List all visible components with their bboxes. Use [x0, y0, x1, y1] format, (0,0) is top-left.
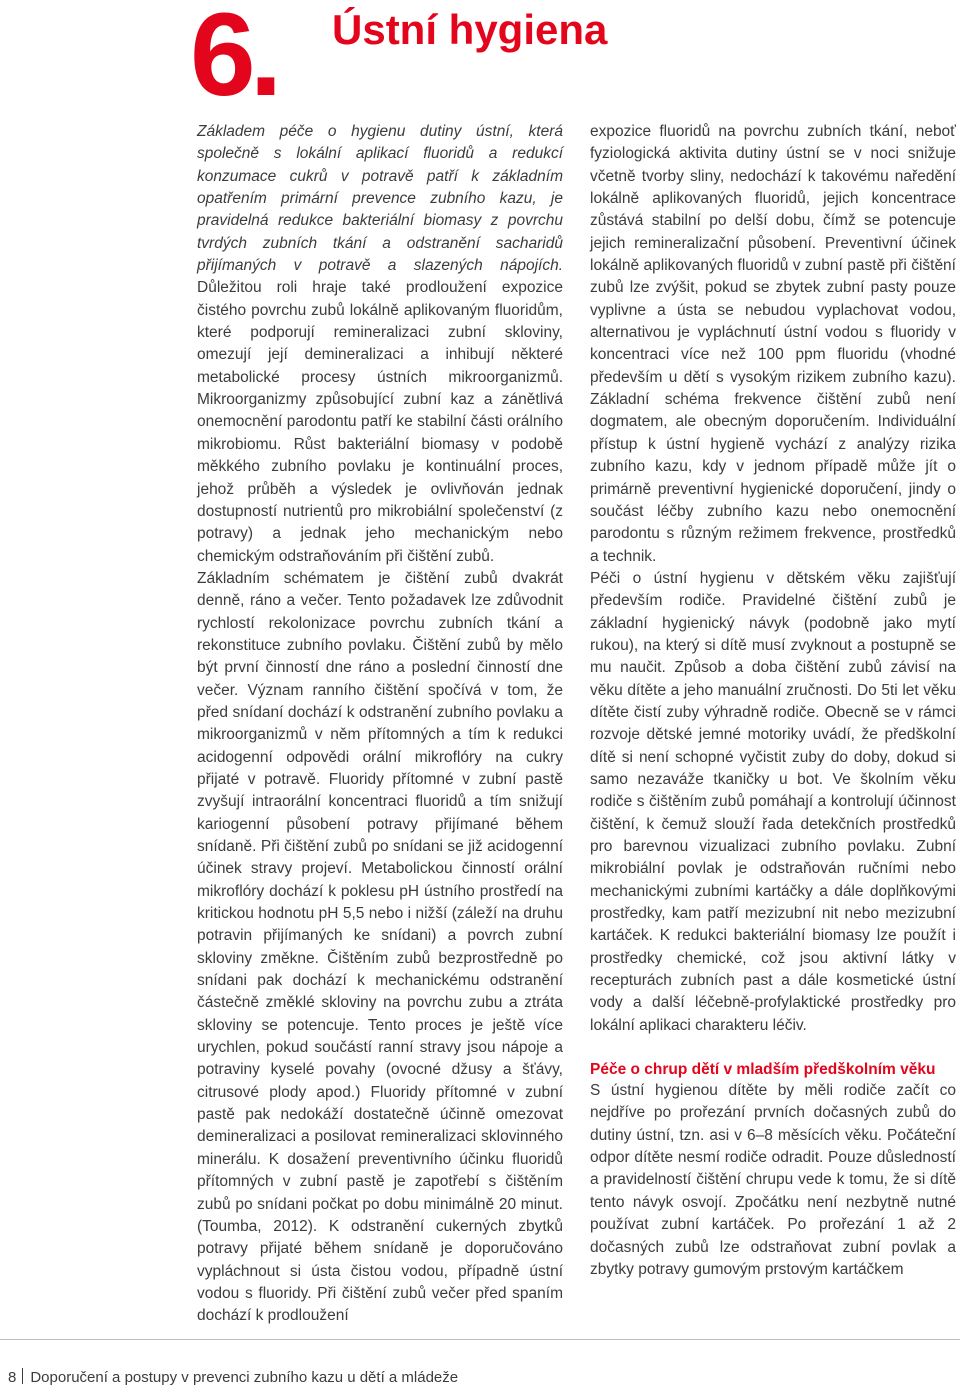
footer-divider: [0, 1339, 960, 1340]
page-footer: [8, 1368, 458, 1388]
intro-text: Základem péče o hygienu dutiny ústní, která společně s lokální aplikací fluoridů a redukcí konzumace cukrů v potravě patří k základním opatřením primární prevence zubního kazu, je pravidelná redukce bakteriální biomasy z povrchu tvrdých zubních tkání a odstranění sacharidů přijímaných v potravě a slazených nápojích.: [197, 123, 563, 275]
page-number: 8: [8, 1369, 17, 1386]
publication-title: Doporučení a postupy v prevenci zubního kazu u dětí a mládeže: [30, 1369, 459, 1386]
section-heading: Péče o chrup dětí v mladším předškolním věku: [590, 1061, 936, 1079]
left-paragraph-2: Základním schématem je čištění zubů dvakrát denně, ráno a večer. Tento požadavek lze zdůvodnit rychlostí rekolonizace povrchu zubních tkání a rekonstituce zubního povlaku. Čištění zubů by mělo být první činností dne ráno a poslední činností dne večer. Význam ranního čištění spočívá v tom, že před snídaní dochází k odstranění zubního povlaku a mikroorganizmů v něm přítomných a tím k redukci acidogenní odpovědi orální mikroflóry na cukry přijaté v potravě. Fluoridy přítomné v zubní pastě zvyšují intraorální koncentraci fluoridů a tím snižují kariogenní působení potravy přijímané během snídaně. Při čištění zubů po snídani se již acidogenní účinek stravy projeví. Metabolickou činností orální mikroflóry dochází k poklesu pH ústního prostředí na kritickou hodnotu pH 5,5 nebo i nižší (záleží na druhu potravin přijímaných ke snídani) a povrch zubní skloviny změkne. Čištěním zubů bezprostředně po snídani pak dochází k mechanickému odstranění částečně změklé skloviny na povrchu zubu a ztráta skloviny se potencuje. Tento proces je ještě více urychlen, pokud součástí ranní stravy jsou nápoje a potraviny kyselé povahy (ovocné džusy a šťávy, citrusové plody apod.) Fluoridy přítomné v zubní pastě pak nedokáží dostatečně účinně omezovat demineralizaci a posilovat remineralizaci sklovinného minerálu. K dosažení preventivního účinku fluoridů přítomných v zubní pastě je zapotřebí s čištěním zubů po snídani počkat po dobu minimálně 20 minut. (Toumba, 2012). K odstranění cukerných zbytků potravy přijaté během snídaně je doporučováno vypláchnout si ústa čistou vodou, případně ústní vodou s fluoridy. Při čištění zubů večer před spaním dochází k prodloužení: [197, 569, 563, 1325]
chapter-title: Ústní hygiena: [332, 6, 608, 53]
body-text-1: Důležitou roli hraje také prodloužení expozice čistého povrchu zubů lokálně aplikovaným fluoridům, které podporují remineralizaci zubní skloviny, omezují její demineralizaci a inhibují některé metabolické procesy ústních mikroorganizmů. Mikroorganizmy způsobující zubní kaz a zánětlivá onemocnění parodontu patří ke stabilní části orálního mikrobiomu. Růst bakteriální biomasy v podobě měkkého zubního povlaku je kontinuální proces, jehož průběh a výsledek je ovlivňován jednak dostupností nutrientů pro mikrobiální společenství (z potravy) a jednak jeho mechanickým nebo chemickým odstraňováním při čištění zubů.: [197, 279, 563, 565]
right-paragraph-1: expozice fluoridů na povrchu zubních tkání, neboť fyziologická aktivita dutiny ústní se v noci snižuje včetně tvorby sliny, nedochází k takovému naředění lokálně aplikovaných fluoridů, jejich koncentrace zůstává stabilní po delší dobu, čímž se potencuje jejich remineralizační působení. Preventivní účinek lokálně aplikovaných fluoridů v zubní pastě při čištění zubů lze zvýšit, pokud se zbytek zubní pasty pouze vyplivne a ústa se nebudou vyplachovat vodou, alternativou je vypláchnutí ústní vodou s fluoridy v koncentraci více než 100 ppm fluoridu (vhodné především u dětí s vysokým rizikem zubního kazu). Základní schéma frekvence čištění zubů není dogmatem, ale obecným doporučením. Individuální přístup k ústní hygieně vychází z analýzy rizika zubního kazu, kdy v jednom případě může jít o primárně preventivní hygienické doporučení, jindy o součást léčby zubního kazu nebo onemocnění parodontu s různým režimem frekvence, prostředků a technik.: [590, 123, 956, 565]
left-column: [197, 121, 563, 1328]
right-column: [590, 121, 956, 1281]
chapter-number: 6.: [190, 0, 277, 121]
footer-separator: [22, 1368, 23, 1384]
right-paragraph-2: Péči o ústní hygienu v dětském věku zajišťují především rodiče. Pravidelné čištění zubů je základní hygienický návyk (podobně jako mytí rukou), na který si dítě musí zvyknout a postupně se mu naučit. Způsob a doba čištění zubů závisí na věku dítěte a jeho manuální zručnosti. Do 5ti let věku dítěte čistí zuby výhradně rodiče. Obecně se v rámci rozvoje dětské jemné motoriky uvádí, že předškolní dítě si není schopné vyčistit zuby do doby, dokud si samo nezaváže tkaničky u bot. Ve školním věku rodiče s čištěním zubů pomáhají a kontrolují účinnost čištění, k čemuž slouží řada detekčních prostředků pro barevnou vizualizaci zubního povlaku. Zubní mikrobiální povlak je odstraňován ručními nebo mechanickými zubními kartáčky a dále doplňkovými prostředky, kam patří mezizubní nit nebo mezizubní kartáček. K redukci bakteriální biomasy lze použít i prostředky chemické, což jsou aktivní látky v recepturách zubních past a dále kosmetické ústní vody a další léčebně-profylaktické prostředky pro lokální aplikaci charakteru léčiv.: [590, 569, 956, 1034]
right-paragraph-3: S ústní hygienou dítěte by měli rodiče začít co nejdříve po prořezání prvních dočasných zubů do dutiny ústní, tzn. asi v 6–8 měsících věku. Počáteční odpor dítěte nesmí rodiče odradit. Pouze důsledností a pravidelností čištění chrupu vede k tomu, že si dítě tento návyk osvojí. Zpočátku není nezbytně nutné používat zubní kartáček. Po prořezání 1 až 2 dočasných zubů lze odstraňovat zubní povlak a zbytky potravy gumovým prstovým kartáčkem: [590, 1082, 956, 1278]
left-paragraph-1: [197, 121, 563, 568]
